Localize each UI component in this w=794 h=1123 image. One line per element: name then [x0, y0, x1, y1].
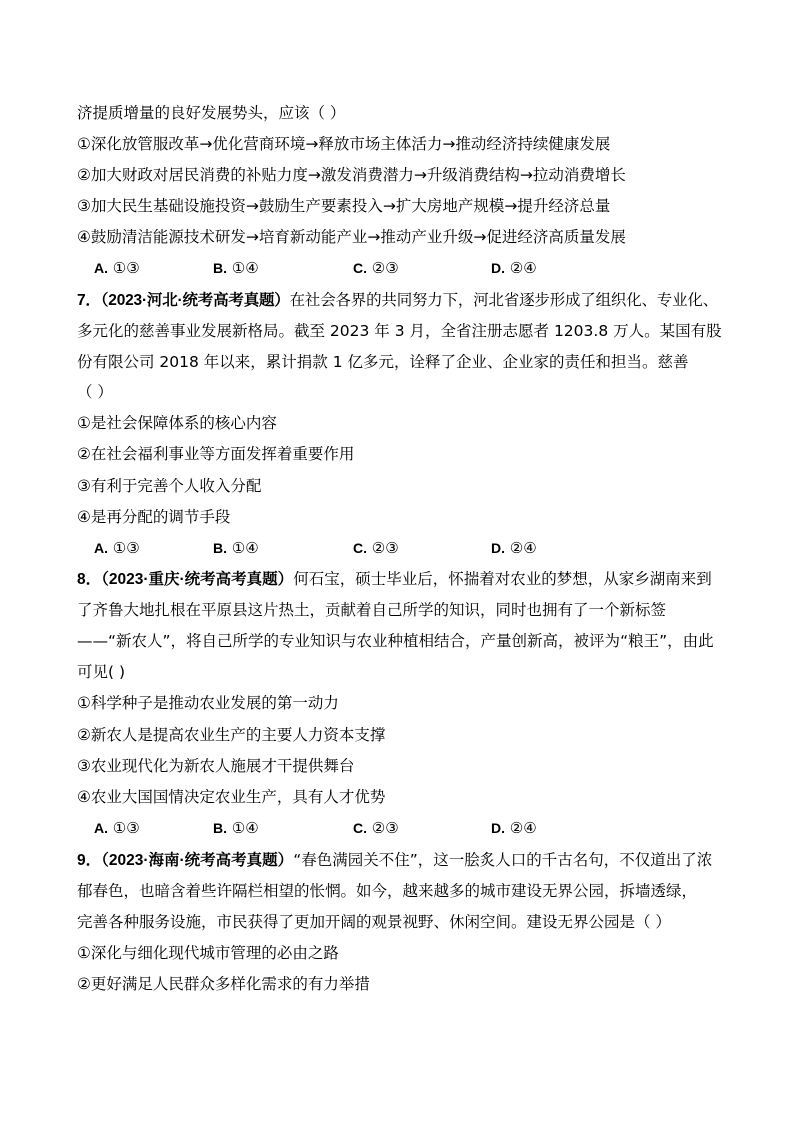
- choice-letter: C.: [353, 260, 367, 276]
- q8-choice-c[interactable]: [353, 818, 399, 838]
- choice-text: ②③: [371, 539, 399, 557]
- choice-letter: D.: [491, 540, 505, 556]
- q8-stem-line-3: ——“新农人”，将自己所学的专业知识与农业种植相结合，产量创新高，被评为“粮王”，由此: [77, 632, 714, 650]
- q9-option-2: ②更好满足人民群众多样化需求的有力举措: [77, 975, 370, 993]
- q7-choice-c[interactable]: [353, 538, 399, 558]
- q7-stem-line-2: 多元化的慈善事业发展新格局。截至 2023 年 3 月，全省注册志愿者 1203.8 万人。某国有股: [77, 322, 722, 340]
- q8-source: （2023·重庆·统考高考真题）: [101, 571, 294, 588]
- q6-choice-b[interactable]: [213, 258, 259, 278]
- q8-option-2: ②新农人是提高农业生产的主要人力资本支撑: [77, 726, 386, 744]
- q8-stem-line-4: 可见( ): [77, 663, 126, 681]
- choice-text: ①③: [112, 539, 140, 557]
- q7-choice-a[interactable]: [94, 538, 140, 558]
- q8-number: 8．: [77, 571, 102, 588]
- q9-source: （2023·海南·统考高考真题）: [101, 852, 294, 869]
- q7-source: （2023·河北·统考高考真题）: [100, 292, 290, 309]
- q8-option-1: ①科学种子是推动农业发展的第一动力: [77, 694, 339, 712]
- q7-option-4: ④是再分配的调节手段: [77, 508, 231, 526]
- choice-letter: B.: [213, 260, 227, 276]
- q6-option-3: ③加大民生基础设施投资→鼓励生产要素投入→扩大房地产规模→提升经济总量: [77, 197, 611, 215]
- q6-option-1: ①深化放管服改革→优化营商环境→释放市场主体活力→推动经济持续健康发展: [77, 135, 611, 153]
- choice-text: ②③: [371, 259, 399, 277]
- q8-stem-line-1: [77, 569, 722, 590]
- q9-stem-text: “春色满园关不住”，这一脍炙人口的千古名句，不仅道出了浓: [293, 851, 713, 869]
- q7-choice-d[interactable]: [491, 538, 537, 558]
- choice-letter: D.: [491, 260, 505, 276]
- q7-option-1: ①是社会保障体系的核心内容: [77, 414, 277, 432]
- q8-choice-a[interactable]: [94, 818, 140, 838]
- q8-option-3: ③农业现代化为新农人施展才干提供舞台: [77, 757, 355, 775]
- q7-option-2: ②在社会福利事业等方面发挥着重要作用: [77, 445, 355, 463]
- choice-text: ②④: [509, 539, 537, 557]
- q6-choice-c[interactable]: [353, 258, 399, 278]
- q9-stem-line-1: [77, 850, 722, 871]
- choice-letter: A.: [94, 540, 108, 556]
- choice-text: ②④: [509, 259, 537, 277]
- q8-option-4: ④农业大国国情决定农业生产，具有人才优势: [77, 788, 386, 806]
- choice-letter: B.: [213, 540, 227, 556]
- choice-letter: A.: [94, 820, 108, 836]
- q6-stem-tail: 济提质增量的良好发展势头，应该（ ）: [77, 104, 346, 122]
- q7-option-3: ③有利于完善个人收入分配: [77, 477, 262, 495]
- q7-number: 7．: [77, 292, 101, 309]
- q9-stem-line-3: 完善各种服务设施，市民获得了更加开阔的观景视野、休闲空间。建设无界公园是（ ）: [77, 913, 671, 931]
- q7-stem-line-3: 份有限公司 2018 年以来，累计捐款 1 亿多元，诠释了企业、企业家的责任和担当。慈善: [77, 353, 689, 371]
- choice-letter: D.: [491, 820, 505, 836]
- q7-stem-line-1: [77, 290, 722, 311]
- choice-letter: A.: [94, 260, 108, 276]
- q6-choice-a[interactable]: [94, 258, 140, 278]
- q6-option-4: ④鼓励清洁能源技术研发→培育新动能产业→推动产业升级→促进经济高质量发展: [77, 228, 626, 246]
- choice-text: ①④: [231, 259, 259, 277]
- choice-text: ②③: [371, 819, 399, 837]
- q7-stem-text: 在社会各界的共同努力下，河北省逐步形成了组织化、专业化、: [289, 291, 718, 309]
- q8-stem-text: 何石宝，硕士毕业后，怀揣着对农业的梦想，从家乡湖南来到: [293, 570, 712, 588]
- choice-letter: C.: [353, 820, 367, 836]
- q7-choice-b[interactable]: [213, 538, 259, 558]
- q7-stem-line-4: （ ）: [77, 383, 113, 401]
- q9-option-1: ①深化与细化现代城市管理的必由之路: [77, 944, 339, 962]
- choice-letter: B.: [213, 820, 227, 836]
- q8-stem-line-2: 了齐鲁大地扎根在平原县这片热土，贡献着自己所学的知识，同时也拥有了一个新标签: [77, 601, 667, 619]
- q9-number: 9．: [77, 852, 102, 869]
- q8-choice-b[interactable]: [213, 818, 259, 838]
- choice-text: ①③: [112, 819, 140, 837]
- choice-text: ①④: [231, 539, 259, 557]
- q6-option-2: ②加大财政对居民消费的补贴力度→激发消费潜力→升级消费结构→拉动消费增长: [77, 166, 626, 184]
- q6-choice-d[interactable]: [491, 258, 537, 278]
- choice-text: ①④: [231, 819, 259, 837]
- q8-choice-d[interactable]: [491, 818, 537, 838]
- choice-letter: C.: [353, 540, 367, 556]
- q9-stem-line-2: 郁春色，也暗含着些许隔栏相望的怅惘。如今，越来越多的城市建设无界公园，拆墙透绿，: [77, 882, 698, 900]
- choice-text: ①③: [112, 259, 140, 277]
- choice-text: ②④: [509, 819, 537, 837]
